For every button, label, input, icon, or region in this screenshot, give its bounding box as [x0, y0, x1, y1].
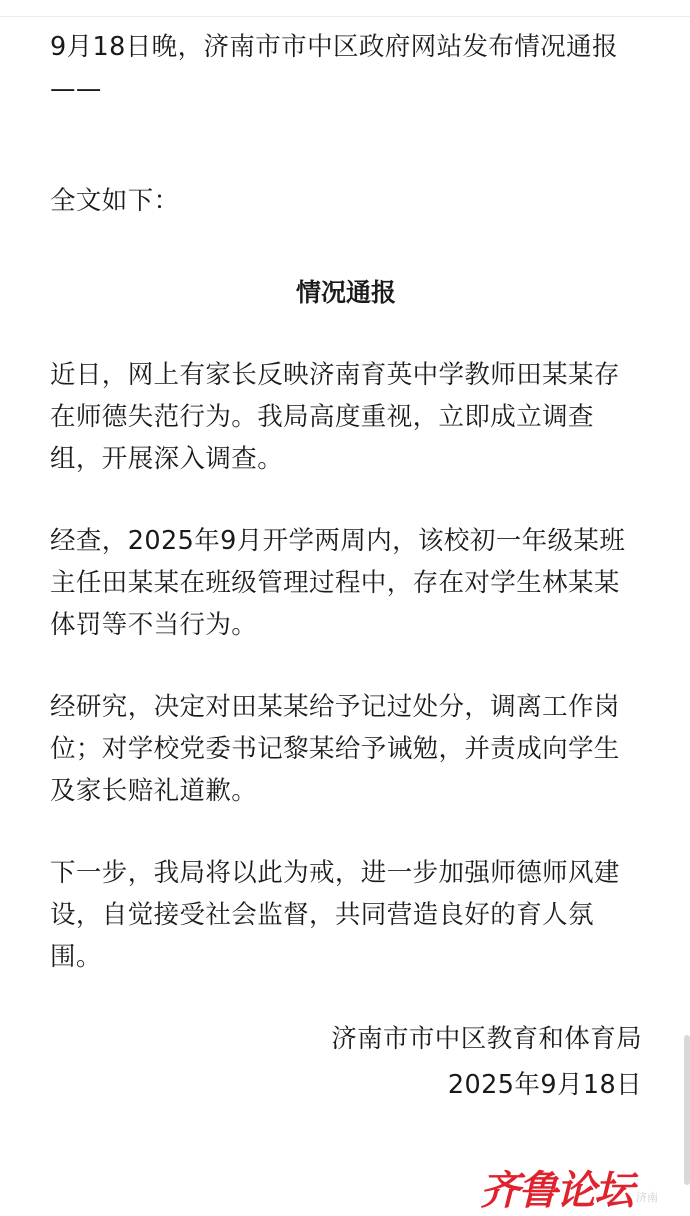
spacer: [50, 110, 642, 180]
paragraph-2: [50, 520, 642, 646]
watermark-logo-text: 齐鲁论坛: [480, 1168, 632, 1214]
top-divider: [0, 16, 690, 17]
paragraph-line: 在师德失范行为。我局高度重视，立即成立调查: [50, 402, 594, 432]
paragraph-line: 近日，网上有家长反映济南育英中学教师田某某存: [50, 360, 620, 390]
paragraph-1: [50, 354, 642, 480]
paragraph-line: 及家长赔礼道歉。: [50, 776, 258, 806]
notice-title: 情况通报: [295, 278, 396, 307]
spacer: [50, 646, 642, 686]
scrollbar[interactable]: [684, 1035, 690, 1185]
paragraph-line: 下一步，我局将以此为戒，进一步加强师德师风建: [50, 858, 620, 888]
paragraph-3: [50, 686, 642, 812]
paragraph-line: 经研究，决定对田某某给予记过处分，调离工作岗: [50, 692, 620, 722]
intro-line: 9月18日晚，济南市市中区政府网站发布情况通报: [50, 32, 618, 62]
issue-date: 2025年9月18日: [447, 1070, 642, 1100]
spacer: [50, 480, 642, 520]
paragraph-line: 位；对学校党委书记黎某给予诫勉，并责成向学生: [50, 734, 620, 764]
watermark-small-text: 济南: [636, 1190, 658, 1204]
paragraph-line: 设，自觉接受社会监督，共同营造良好的育人氛: [50, 900, 594, 930]
paragraph-line: 主任田某某在班级管理过程中，存在对学生林某某: [50, 568, 620, 598]
paragraph-line: 经查，2025年9月开学两周内，该校初一年级某班: [50, 526, 626, 556]
watermark-logo: [480, 1160, 658, 1215]
fulltext-label: 全文如下：: [50, 186, 180, 216]
paragraph-4: [50, 852, 642, 978]
signature: 济南市市中区教育和体育局: [331, 1024, 642, 1054]
article-body: [50, 26, 642, 1106]
paragraph-line: 组，开展深入调查。: [50, 444, 284, 474]
intro-dash: ——: [50, 74, 102, 104]
paragraph-line: 围。: [50, 942, 102, 972]
spacer: [50, 812, 642, 852]
paragraph-line: 体罚等不当行为。: [50, 610, 258, 640]
spacer: [50, 978, 642, 1018]
